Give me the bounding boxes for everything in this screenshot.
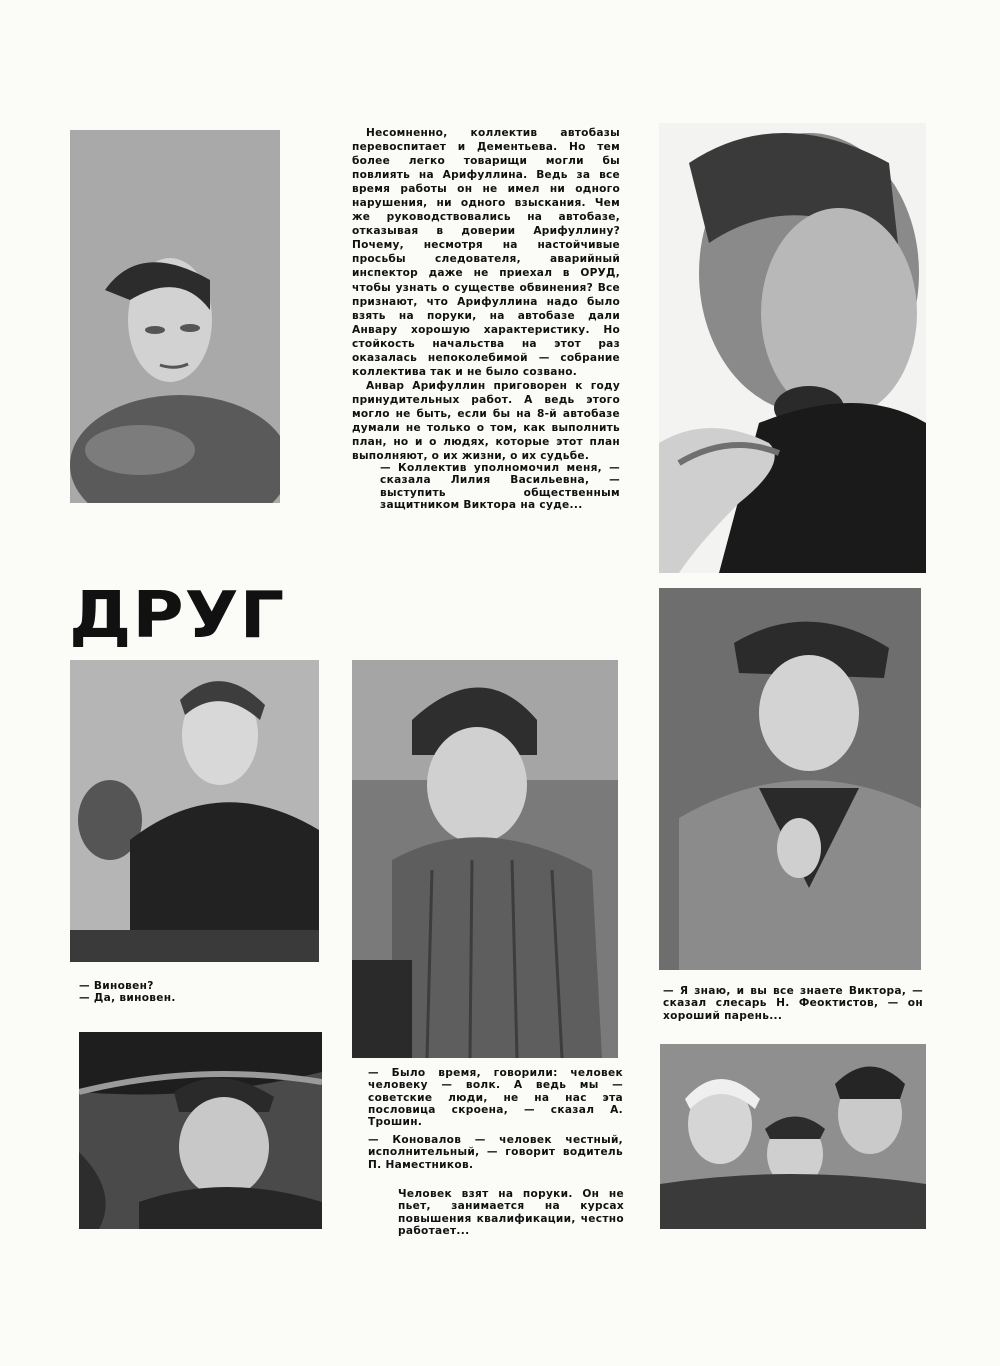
caption-guilty-question: — Виновен? xyxy=(79,980,154,992)
photo-woman-speaking xyxy=(659,123,926,573)
caption-lilia: — Коллектив уполномочил меня, — сказала Лилия Васильевна, — выступить общественным защитником Виктора на суде... xyxy=(380,462,620,511)
article-paragraph: Анвар Арифуллин приговорен к году принудительных работ. А ведь этого могло не быть, если бы на 8-й автобазе думали не только о том, как выполнить план, но и о людях, которые этот план выполняют, о их жизни, о их судьбе. xyxy=(352,379,620,463)
caption-troshin: — Было время, говорили: человек человеку — волк. А ведь мы — советские люди, не на нас эта пословица скроена, — сказал А. Трошин. xyxy=(368,1067,623,1129)
photo-woman-portrait xyxy=(70,130,280,503)
photo-three-men xyxy=(660,1044,926,1229)
photo-driver xyxy=(79,1032,322,1229)
caption-feoktistov: — Я знаю, и вы все знаете Виктора, — сказал слесарь Н. Феоктистов, — он хороший парень... xyxy=(663,985,923,1022)
caption-probation: Человек взят на поруки. Он не пьет, занимается на курсах повышения квалификации, честно работает... xyxy=(398,1188,624,1237)
caption-guilty-answer: — Да, виновен. xyxy=(79,992,176,1005)
photo-troshin xyxy=(352,660,618,1058)
photo-feoktistov xyxy=(659,588,921,970)
article-title: ДРУГ xyxy=(69,577,286,653)
caption-guilty xyxy=(79,980,279,1005)
article-paragraph: Несомненно, коллектив автобазы перевоспитает и Дементьева. Но тем более легко товарищи могли бы повлиять на Арифуллина. Ведь за все время работы он не имел ни одного нарушения, ни одного взыскания. Чем же руководствовались на автобазе, отказывая в доверии Арифуллину? Почему, несмотря на настойчивые просьбы следователя, аварийный инспектор даже не приехал в ОРУД, чтобы узнать о существе обвинения? Все признают, что Арифуллина надо было взять на поруки, на автобазе дали Анвару хорошую характеристику. Но стойкость начальства на этот раз оказалась непоколебимой — собрание коллектива так и не было созвано. xyxy=(352,127,620,378)
photo-defendant xyxy=(70,660,319,962)
caption-namestnikov: — Коновалов — человек честный, исполнительный, — говорит водитель П. Наместников. xyxy=(368,1134,623,1171)
article-body xyxy=(352,126,620,463)
